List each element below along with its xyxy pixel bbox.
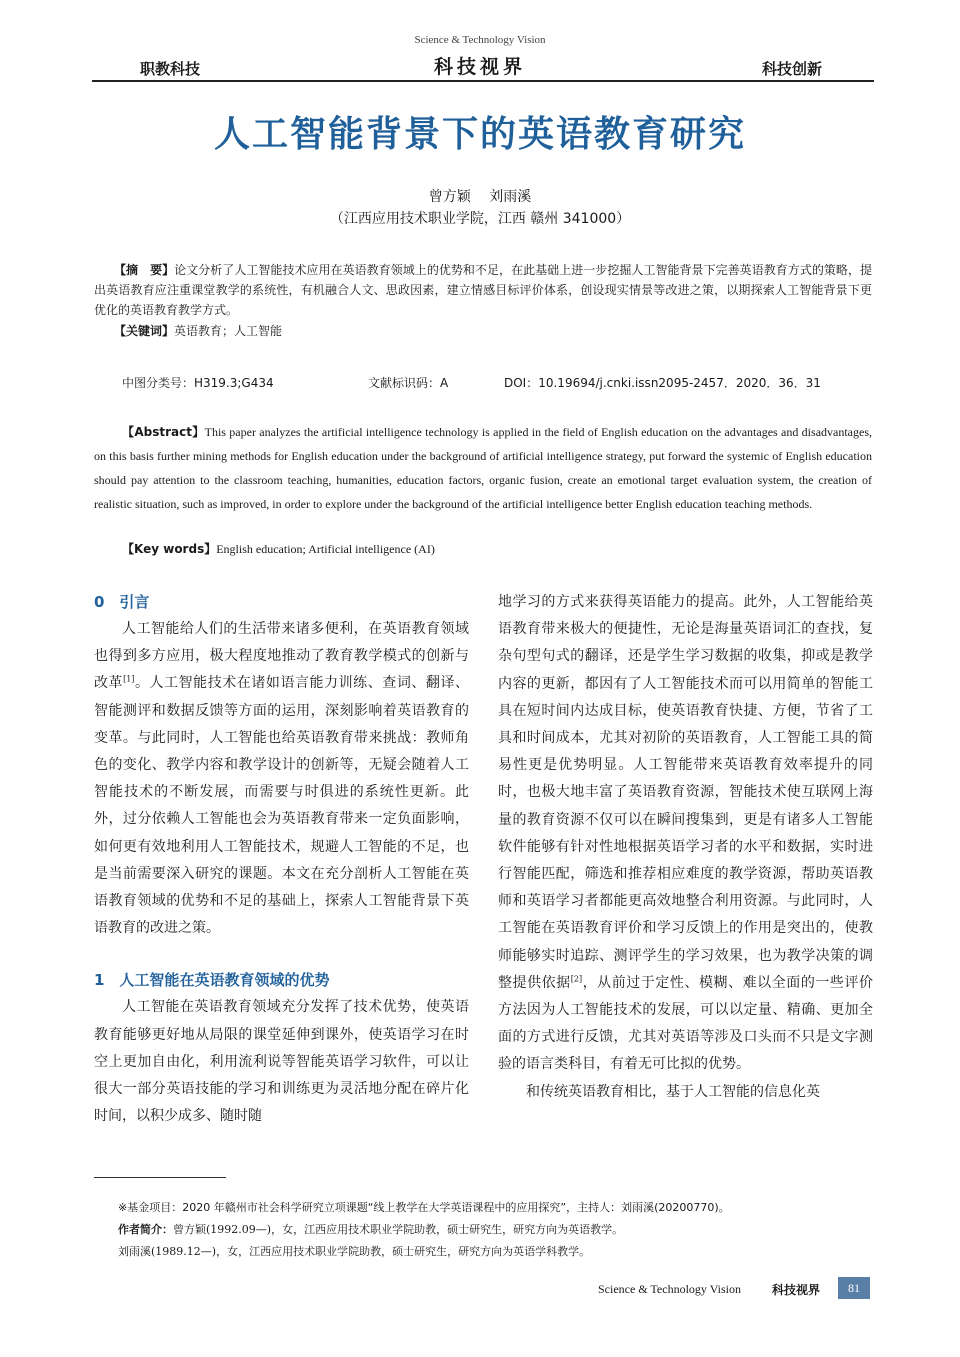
paper-title: 人工智能背景下的英语教育研究 [213,114,746,155]
column-2-paragraph-2: 和传统英语教育相比，基于人工智能的信息化英 [526,1083,820,1100]
citation-1: [1] [123,674,135,684]
header-divider [92,80,874,82]
body-column-left [94,589,469,1130]
cn-keywords-label: 【关键词】 [114,324,175,338]
journal-name-en: Science & Technology Vision [414,34,546,46]
authors: 曾方颖 刘雨溪 [428,189,532,205]
section-0-text-a: 人工智能给人们的生活带来诸多便利，在英语教育领域也得到多方应用，极大程度地推动了教育教学模式的创新与改革 [94,621,469,692]
footer-journal-cn: 科技视界 [772,1283,821,1297]
footnote-author-1 [118,1220,878,1240]
doi: DOI：10.19694/j.cnki.issn2095-2457．2020．36．31 [504,376,821,390]
section-1-paragraph: 人工智能在英语教育领域充分发挥了技术优势，使英语教育能够更好地从局限的课堂延伸到课外，使英语学习在时空上更加自由化，利用流利说等智能英语学习软件，可以让很大一部分英语技能的学习和训练更为灵活地分配在碎片化时间，以积少成多、随时随 [94,999,469,1125]
column-2-text-a: 地学习的方式来获得英语能力的提高。此外，人工智能给英语教育带来极大的便捷性，无论是海量英语词汇的查找，复杂句型句式的翻译，还是学生学习数据的收集，抑或是教学内容的更新，都因有了人工智能技术而可以用简单的智能工具在短时间内达成目标，使英语教育快捷、方便，节省了工具和时间成本，尤其对初阶的英语教育，人工智能工具的简易性更是优势明显。人工智能带来英语教育效率提升的同时，也极大地丰富了英语教育资源，智能技术使互联网上海量的教育资源不仅可以在瞬间搜集到，更是有诸多人工智能软件能够有针对性地根据英语学习者的水平和数据，实时进行智能匹配，筛选和推荐相应难度的教学资源，帮助英语教师和英语学习者都能更高效地整合利用资源。与此同时，人工智能在英语教育评价和学习反馈上的作用是突出的，使教师能够实时追踪、测评学生的学习效果，也为教学决策的调整提供依据 [498,594,873,991]
en-keywords [122,540,435,557]
header-right-label: 科技创新 [761,60,822,78]
cn-keywords [114,321,282,341]
author-intro-label: 作者简介： [118,1223,173,1236]
clc-number: 中图分类号：H319.3;G434 [122,376,274,390]
citation-2: [2] [570,974,583,984]
section-0-heading: 0 引言 [94,593,150,611]
section-0-paragraph [94,616,469,942]
column-2-paragraph-1 [498,589,873,1079]
en-abstract [94,420,872,516]
en-keywords-text: English education; Artificial intelligence (AI) [216,542,435,556]
footer-journal-en: Science & Technology Vision [598,1282,741,1296]
footnote-fund: ※基金项目：2020 年赣州市社会科学研究立项课题“线上教学在大学英语课程中的应用探究”，主持人：刘雨溪(20200770)。 [118,1201,730,1214]
footnote-author-2: 刘雨溪(1989.12—)，女，江西应用技术职业学院助教，硕士研究生，研究方向为英语学科教学。 [118,1245,591,1258]
en-keywords-label: 【Key words】 [122,542,217,556]
page-number: 81 [838,1277,870,1299]
author-1-bio: 曾方颖(1992.09—)，女，江西应用技术职业学院助教，硕士研究生，研究方向为英语教学。 [173,1223,624,1236]
header-left-label: 职教科技 [140,60,201,78]
affiliation: （江西应用技术职业学院，江西 赣州 341000） [329,211,631,227]
en-abstract-label: 【Abstract】 [122,425,205,439]
cn-abstract-text: 论文分析了人工智能技术应用在英语教育领域上的优势和不足，在此基础上进一步挖掘人工智能背景下完善英语教育方式的策略，提出英语教育应注重课堂教学的系统性，有机融合人文、思政因素，建立情感目标评价体系，创设现实情景等改进之策，以期探索人工智能背景下更优化的英语教育教学方式。 [94,263,872,317]
body-column-right [498,589,873,1106]
en-abstract-text: This paper analyzes the artificial intelligence technology is applied in the field of English education on the advantages and disadvantages, on this basis further mining methods for English education under the background of artificial intelligence strategy, put forward the systemic of English education should pay attention to the classroom teaching, humanities, education factors, organic fusion, create an emotional target evaluation system, the creation of realistic situation, such as improved, in order to explore under the background of the artificial intelligence better English education teaching methods. [94,425,872,511]
column-2-text-b: ，从前过于定性、模糊、难以全面的一些评价方法因为人工智能技术的发展，可以以定量、精确、更加全面的方式进行反馈，尤其对英语等涉及口头而不只是文字测验的语言类科目，有着无可比拟的优势。 [498,974,874,1073]
document-code: 文献标识码：A [368,376,449,390]
footnote-divider [94,1177,226,1178]
section-1-heading: 1 人工智能在英语教育领域的优势 [94,971,330,990]
cn-abstract [94,260,872,320]
cn-abstract-label: 【摘 要】 [114,263,175,277]
journal-name-cn: 科技视界 [433,56,526,78]
cn-keywords-text: 英语教育；人工智能 [174,324,283,338]
section-0-text-b: 。人工智能技术在诸如语言能力训练、查词、翻译、智能测评和数据反馈等方面的运用，深刻影响着英语教育的变革。与此同时，人工智能也给英语教育带来挑战：教师角色的变化、教学内容和教学设计的创新等，无疑会随着人工智能技术的不断发展，而需要与时俱进的系统性更新。此外，过分依赖人工智能也会为英语教育带来一定负面影响，如何更有效地利用人工智能技术，规避人工智能的不足，也是当前需要深入研究的课题。本文在充分剖析人工智能在英语教育领域的优势和不足的基础上，探索人工智能背景下英语教育的改进之策。 [94,675,469,937]
